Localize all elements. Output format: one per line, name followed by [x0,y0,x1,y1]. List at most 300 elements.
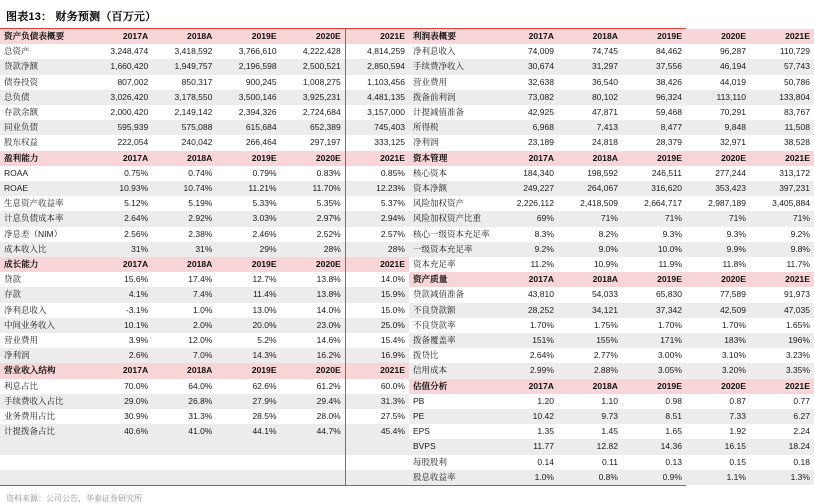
figure-title [0,0,686,28]
row-value: 249,227 [494,181,558,196]
row-label: 风险加权资产比重 [409,211,494,226]
row-label: 业务费用占比 [0,409,88,424]
row-value: 83,767 [750,105,814,120]
row-value: 2.38% [152,227,216,242]
row-value: 1,103,456 [345,75,409,90]
row-value: 3,500,146 [216,90,280,105]
table-row [409,242,814,257]
row-label: 计息负债成本率 [0,211,88,226]
section-title: 资产负债表概要 [0,29,88,44]
row-value: 2.92% [152,211,216,226]
table-row [0,75,409,90]
row-value: 0.75% [88,166,152,181]
row-value: 171% [622,333,686,348]
table-row [409,394,814,409]
row-label: ROAA [0,166,88,181]
column-header-year: 2019E [622,29,686,44]
row-value: 12.23% [345,181,409,196]
column-header-year: 2021E [345,29,409,44]
row-value: 1.45 [558,424,622,439]
row-value: 4.1% [88,287,152,302]
right-table [409,29,814,485]
row-value: 264,067 [558,181,622,196]
table-row [409,105,814,120]
table-row [409,439,814,454]
column-header-year: 2021E [750,151,814,166]
row-value: 69% [494,211,558,226]
row-value: 25.0% [345,318,409,333]
row-label: 拨备覆盖率 [409,333,494,348]
table-row [0,166,409,181]
row-value: 11.9% [622,257,686,272]
row-value: 46,194 [686,59,750,74]
row-value: 3.10% [686,348,750,363]
row-value: 84,462 [622,44,686,59]
row-label: 贷款净额 [0,59,88,74]
column-header-year: 2019E [622,379,686,394]
row-value: 10.93% [88,181,152,196]
row-value: 2.56% [88,227,152,242]
row-value: 1.65% [750,318,814,333]
row-value: 0.8% [558,470,622,485]
row-value: 14.36 [622,439,686,454]
row-value: 73,082 [494,90,558,105]
figure-number: 图表13： [6,11,53,23]
column-header-year: 2018A [152,29,216,44]
row-value: 28% [345,242,409,257]
row-value: 2.97% [281,211,345,226]
section-header-row [0,29,409,44]
row-value: 1.0% [494,470,558,485]
spacer-cell [281,439,345,454]
financial-tables [0,28,810,486]
row-value: 0.83% [281,166,345,181]
row-value: 2,418,509 [558,196,622,211]
row-value: 2.52% [281,227,345,242]
row-value: 45.4% [345,424,409,439]
row-value: 31,297 [558,59,622,74]
column-header-year: 2018A [558,379,622,394]
spacer-cell [345,470,409,485]
row-value: 28.5% [216,409,280,424]
row-value: 7.4% [152,287,216,302]
row-value: 38,528 [750,135,814,150]
row-value: 37,556 [622,59,686,74]
row-label: 中间业务收入 [0,318,88,333]
row-value: 30,674 [494,59,558,74]
row-value: 0.85% [345,166,409,181]
table-row [409,424,814,439]
row-value: 71% [686,211,750,226]
row-value: 297,197 [281,135,345,150]
table-row [0,59,409,74]
row-value: 6.27 [750,409,814,424]
row-value: 8.3% [494,227,558,242]
table-row [0,44,409,59]
left-table [0,29,409,485]
row-value: 12.82 [558,439,622,454]
spacer-cell [216,455,280,470]
row-value: 71% [622,211,686,226]
row-value: 11.70% [281,181,345,196]
row-label: 同业负债 [0,120,88,135]
row-value: 14.3% [216,348,280,363]
table-row [409,227,814,242]
row-value: 397,231 [750,181,814,196]
row-label: PB [409,394,494,409]
column-header-year: 2017A [88,363,152,378]
section-title: 营业收入结构 [0,363,88,378]
row-value: 3.23% [750,348,814,363]
column-header-year: 2017A [494,379,558,394]
table-row [0,424,409,439]
row-value: 1.70% [686,318,750,333]
section-header-row [0,257,409,272]
row-label: 营业费用 [409,75,494,90]
row-value: 38,426 [622,75,686,90]
row-label: 手续费净收入 [409,59,494,74]
row-value: 26.8% [152,394,216,409]
column-header-year: 2019E [622,272,686,287]
row-value: 2,196,598 [216,59,280,74]
section-header-row [409,379,814,394]
row-value: 11.7% [750,257,814,272]
row-label: 债券投资 [0,75,88,90]
row-label: ROAE [0,181,88,196]
section-title: 估值分析 [409,379,494,394]
row-value: 575,088 [152,120,216,135]
row-value: 3.03% [216,211,280,226]
row-label: 净利息收入 [409,44,494,59]
row-value: 2.88% [558,363,622,378]
row-value: 57,743 [750,59,814,74]
row-value: 595,939 [88,120,152,135]
row-value: 5.35% [281,196,345,211]
row-value: 10.1% [88,318,152,333]
row-value: 2.99% [494,363,558,378]
row-value: 7.0% [152,348,216,363]
row-value: 10.0% [622,242,686,257]
column-header-year: 2020E [686,29,750,44]
row-value: 47,035 [750,303,814,318]
row-value: 9.3% [686,227,750,242]
row-value: -3.1% [88,303,152,318]
row-label: 存款余额 [0,105,88,120]
row-label: 成本收入比 [0,242,88,257]
row-value: 43,810 [494,287,558,302]
row-value: 0.98 [622,394,686,409]
row-value: 65,830 [622,287,686,302]
table-row [0,318,409,333]
column-header-year: 2020E [686,151,750,166]
spacer-cell [281,470,345,485]
row-value: 7,413 [558,120,622,135]
row-value: 71% [750,211,814,226]
row-value: 0.77 [750,394,814,409]
row-label: 总资产 [0,44,88,59]
row-label: 净息差（NIM） [0,227,88,242]
row-label: 利息占比 [0,379,88,394]
spacer-cell [0,470,88,485]
row-value: 96,324 [622,90,686,105]
table-row [0,90,409,105]
table-row [409,363,814,378]
table-row [409,44,814,59]
column-header-year: 2017A [494,29,558,44]
row-value: 15.9% [345,287,409,302]
row-label: 一级资本充足率 [409,242,494,257]
row-value: 1.75% [558,318,622,333]
row-value: 745,403 [345,120,409,135]
row-value: 2.0% [152,318,216,333]
section-header-row [409,272,814,287]
figure-title-text: 财务预测（百万元） [55,11,157,23]
row-value: 12.7% [216,272,280,287]
row-value: 1.92 [686,424,750,439]
table-row [409,333,814,348]
row-value: 11.21% [216,181,280,196]
row-value: 110,729 [750,44,814,59]
row-value: 222,054 [88,135,152,150]
row-label: 净利润 [0,348,88,363]
spacer-cell [216,439,280,454]
row-value: 4,222,428 [281,44,345,59]
row-value: 2.46% [216,227,280,242]
row-value: 0.13 [622,455,686,470]
column-header-year: 2020E [686,272,750,287]
row-label: 贷款 [0,272,88,287]
row-value: 31.3% [152,409,216,424]
row-label: 资本充足率 [409,257,494,272]
row-value: 0.74% [152,166,216,181]
spacer-row [0,470,409,485]
row-value: 333,125 [345,135,409,150]
row-value: 240,042 [152,135,216,150]
row-label: 净利息收入 [0,303,88,318]
row-value: 29% [216,242,280,257]
row-label: 手续费收入占比 [0,394,88,409]
section-header-row [0,151,409,166]
column-header-year: 2017A [494,272,558,287]
row-value: 1.0% [152,303,216,318]
row-value: 70.0% [88,379,152,394]
row-value: 31.3% [345,394,409,409]
row-value: 0.87 [686,394,750,409]
row-label: 不良贷款率 [409,318,494,333]
table-row [409,318,814,333]
row-value: 34,121 [558,303,622,318]
column-header-year: 2018A [152,363,216,378]
table-row [409,120,814,135]
row-value: 1,949,757 [152,59,216,74]
row-value: 9.2% [494,242,558,257]
column-header-year: 2021E [345,151,409,166]
row-value: 8,477 [622,120,686,135]
table-row [409,181,814,196]
row-value: 31% [152,242,216,257]
row-value: 14.0% [345,272,409,287]
row-value: 32,971 [686,135,750,150]
row-value: 9.73 [558,409,622,424]
row-value: 151% [494,333,558,348]
table-row [0,348,409,363]
row-label: 不良贷款额 [409,303,494,318]
column-header-year: 2018A [152,257,216,272]
row-value: 277,244 [686,166,750,181]
row-value: 1.70% [622,318,686,333]
row-value: 1.70% [494,318,558,333]
column-header-year: 2021E [345,257,409,272]
row-value: 28,379 [622,135,686,150]
table-row [409,455,814,470]
table-row [0,181,409,196]
row-value: 3.20% [686,363,750,378]
table-row [0,242,409,257]
row-value: 9.0% [558,242,622,257]
row-label: 每股股利 [409,455,494,470]
row-value: 13.8% [281,287,345,302]
table-row [0,227,409,242]
row-value: 900,245 [216,75,280,90]
column-header-year: 2019E [622,151,686,166]
row-value: 15.0% [345,303,409,318]
row-label: 股东权益 [0,135,88,150]
row-value: 23,189 [494,135,558,150]
row-label: 风险加权资产 [409,196,494,211]
row-value: 1.3% [750,470,814,485]
row-label: 拨贷比 [409,348,494,363]
table-row [0,272,409,287]
table-row [409,257,814,272]
row-value: 20.0% [216,318,280,333]
spacer-cell [0,455,88,470]
row-value: 15.4% [345,333,409,348]
table-row [409,75,814,90]
spacer-cell [152,470,216,485]
row-value: 24,818 [558,135,622,150]
row-value: 13.8% [281,272,345,287]
row-value: 80,102 [558,90,622,105]
row-value: 5.33% [216,196,280,211]
row-value: 8.2% [558,227,622,242]
column-header-year: 2018A [152,151,216,166]
row-value: 183% [686,333,750,348]
column-header-year: 2021E [750,379,814,394]
row-value: 29.0% [88,394,152,409]
column-header-year: 2017A [88,151,152,166]
row-value: 113,110 [686,90,750,105]
table-row [0,196,409,211]
row-value: 2,394,326 [216,105,280,120]
row-value: 60.0% [345,379,409,394]
row-label: 计提拨备占比 [0,424,88,439]
row-value: 0.18 [750,455,814,470]
section-header-row [0,363,409,378]
row-value: 0.15 [686,455,750,470]
row-value: 9,848 [686,120,750,135]
row-value: 2,664,717 [622,196,686,211]
row-label: PE [409,409,494,424]
spacer-cell [345,439,409,454]
row-value: 11,508 [750,120,814,135]
table-row [0,105,409,120]
row-label: 存款 [0,287,88,302]
row-value: 155% [558,333,622,348]
row-value: 96,287 [686,44,750,59]
row-label: 拨备前利润 [409,90,494,105]
row-value: 2.57% [345,227,409,242]
row-value: 42,509 [686,303,750,318]
row-value: 28,252 [494,303,558,318]
table-row [409,59,814,74]
row-value: 1,660,420 [88,59,152,74]
row-value: 47,871 [558,105,622,120]
row-value: 10.9% [558,257,622,272]
row-value: 196% [750,333,814,348]
table-row [0,409,409,424]
row-value: 2.24 [750,424,814,439]
table-row [409,303,814,318]
row-value: 64.0% [152,379,216,394]
row-value: 9.2% [750,227,814,242]
row-value: 3,766,610 [216,44,280,59]
column-header-year: 2021E [750,272,814,287]
row-value: 3,925,231 [281,90,345,105]
row-label: 核心资本 [409,166,494,181]
table-row [409,287,814,302]
row-label: 所得税 [409,120,494,135]
row-value: 41.0% [152,424,216,439]
row-value: 184,340 [494,166,558,181]
row-label: 信用成本 [409,363,494,378]
row-value: 61.2% [281,379,345,394]
row-value: 40.6% [88,424,152,439]
row-value: 6,968 [494,120,558,135]
spacer-cell [345,455,409,470]
row-value: 11.8% [686,257,750,272]
row-value: 29.4% [281,394,345,409]
section-header-row [409,29,814,44]
row-value: 353,423 [686,181,750,196]
row-value: 9.9% [686,242,750,257]
row-value: 246,511 [622,166,686,181]
row-value: 36,540 [558,75,622,90]
row-label: 净利润 [409,135,494,150]
row-value: 3.05% [622,363,686,378]
row-value: 0.9% [622,470,686,485]
row-value: 11.4% [216,287,280,302]
row-value: 850,317 [152,75,216,90]
column-header-year: 2021E [345,363,409,378]
row-value: 16.15 [686,439,750,454]
row-value: 42,925 [494,105,558,120]
row-value: 2.6% [88,348,152,363]
row-value: 77,589 [686,287,750,302]
row-value: 2,987,189 [686,196,750,211]
column-header-year: 2017A [88,257,152,272]
row-value: 652,389 [281,120,345,135]
row-value: 133,804 [750,90,814,105]
table-row [409,166,814,181]
row-value: 44.1% [216,424,280,439]
row-value: 1,008,275 [281,75,345,90]
row-value: 12.0% [152,333,216,348]
row-value: 14.0% [281,303,345,318]
row-value: 28.0% [281,409,345,424]
row-value: 2.64% [494,348,558,363]
row-value: 44,019 [686,75,750,90]
row-value: 32,638 [494,75,558,90]
